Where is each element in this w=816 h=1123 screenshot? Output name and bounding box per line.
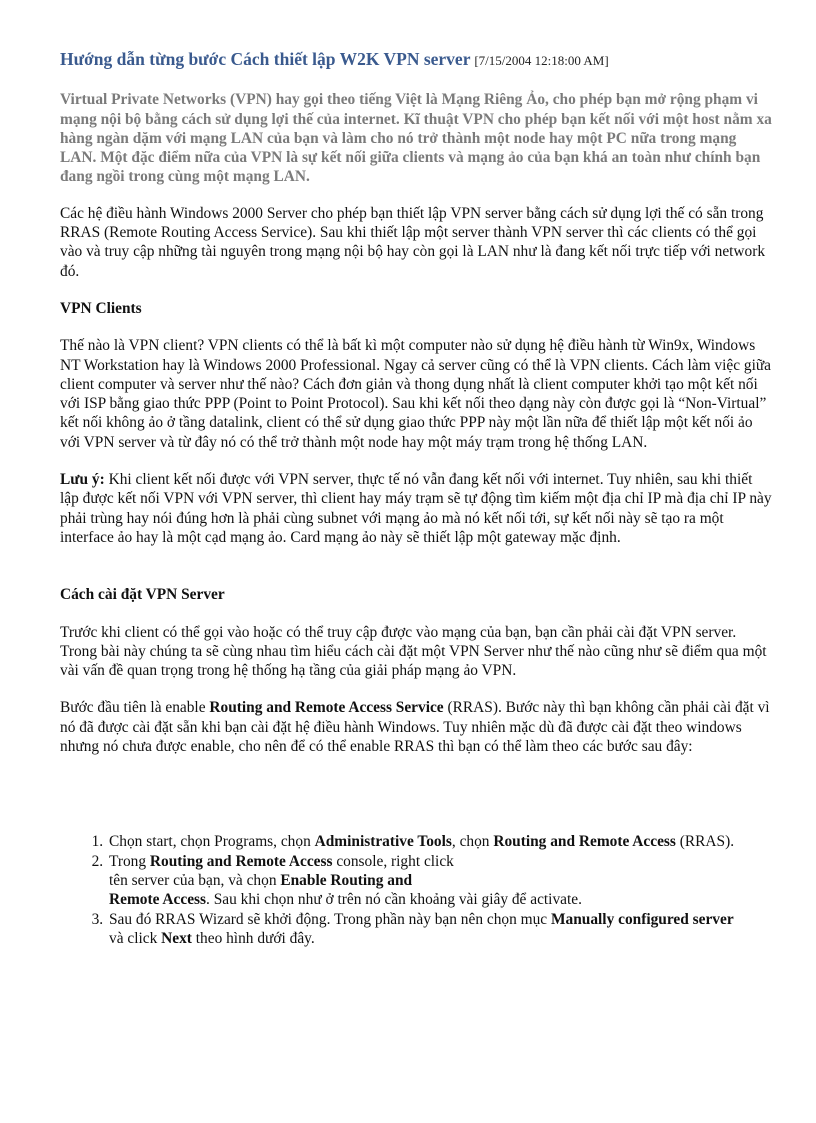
- vpn-clients-paragraph: Thế nào là VPN client? VPN clients có thể là bất kì một computer nào sử dụng hệ điều hành từ Win9x, Windows NT Workstation hay là Windows 2000 Professional. Ngay cả server cũng có thể là VPN clients. Cách làm việc giữa client computer và server như thế nào? Cách đơn giản và thong dụng nhất là client computer khởi tạo một kết nối với ISP bằng giao thức PPP (Point to Point Protocol). Sau khi kết nối theo dạng này còn được gọi là “Non-Virtual” kết nối không ảo ở tầng datalink, client có thể sử dụng giao thức PPP này một lần nữa để thiết lập một kết nối ảo với VPN server và từ đây nó có thể trở thành một node hay một máy trạm trong hệ thống LAN.: [60, 337, 772, 451]
- step-bold: Routing and Remote Access: [493, 833, 676, 851]
- step-bold: Manually configured server: [550, 910, 734, 928]
- note-paragraph: [60, 470, 772, 547]
- step-intro-text-2: (RRAS). Bước này thì bạn không cần phải cài đặt vì nó đã được cài đặt sẵn khi bạn cài đặt hệ điều hành Windows. Tuy nhiên mặc dù đã được cài đặt theo windows nhưng nó chưa được enable, cho nên để có thể enable RRAS thì bạn có thể làm theo các bước sau đây:: [60, 699, 770, 756]
- step-bold: Next: [161, 929, 192, 947]
- list-item: [107, 910, 772, 949]
- list-item: [107, 832, 772, 851]
- step-text: và click: [109, 929, 162, 947]
- section-heading-vpn-clients: VPN Clients: [60, 299, 142, 317]
- article-header: [60, 50, 772, 70]
- step-text: tên server của bạn, và chọn: [109, 871, 281, 889]
- step-intro-text: Bước đầu tiên là enable: [60, 699, 210, 717]
- steps-list: [60, 832, 772, 948]
- spacer: [60, 774, 772, 832]
- step-bold: Enable Routing and: [280, 871, 413, 889]
- step-text: console, right click: [332, 852, 454, 870]
- install-paragraph: Trước khi client có thể gọi vào hoặc có thể truy cập được vào mạng của bạn, bạn cần phải cài đặt VPN server. Trong bài này chúng ta sẽ cùng nhau tìm hiểu cách cài đặt một VPN Server như thế nào cũng như sẽ điểm qua một vài vấn đề quan trọng trong hệ thống hạ tầng của giải pháp mạng ảo VPN.: [60, 623, 767, 680]
- intro-paragraph: Virtual Private Networks (VPN) hay gọi theo tiếng Việt là Mạng Riêng Ảo, cho phép bạn mở rộng phạm vi mạng nội bộ bằng cách sử dụng lợi thế của internet. Kĩ thuật VPN cho phép bạn kết nối với một host nằm xa hàng ngàn dặm với mạng LAN của bạn và làm cho nó trở thành một node hay một PC nữa trong mạng LAN. Một đặc điểm nữa của VPN là sự kết nối giữa clients và mạng ảo của bạn khá an toàn như chính bạn đang ngồi trong cùng một mạng LAN.: [60, 91, 772, 186]
- spacer: [60, 565, 772, 585]
- note-label: Lưu ý:: [60, 471, 105, 489]
- step-bold: Administrative Tools: [314, 833, 452, 851]
- step-text: (RRAS).: [675, 833, 735, 851]
- step-bold: Routing and Remote Access: [149, 852, 333, 870]
- list-item: [107, 852, 772, 910]
- rras-paragraph: Các hệ điều hành Windows 2000 Server cho phép bạn thiết lập VPN server bằng cách sử dụng lợi thế có sẵn trong RRAS (Remote Routing Access Service). Sau khi thiết lập một server thành VPN server thì các clients có thể gọi vào và truy cập những tài nguyên trong mạng nội bộ hay còn gọi là LAN như là đang kết nối trực tiếp với network đó.: [60, 204, 766, 280]
- step-bold: Remote Access: [109, 891, 207, 909]
- note-body: Khi client kết nối được với VPN server, thực tế nó vẫn đang kết nối với internet. Tuy nhiên, sau khi thiết lập được kết nối VPN với VPN server, thì client hay máy trạm sẽ tự động tìm kiếm một địa chỉ IP mà địa chỉ IP này phải trùng hay nói đúng hơn là phải cùng subnet với mạng ảo mà nó kết nối tới, sự kết nối này sẽ tạo ra một interface ảo hay là một cạd mạng ảo. Card mạng ảo này sẽ thiết lập một gateway mặc định.: [60, 471, 772, 546]
- step-intro-paragraph: [60, 698, 772, 756]
- step-text: Sau đó RRAS Wizard sẽ khởi động. Trong phần này bạn nên chọn mục: [109, 910, 551, 928]
- step-text: Trong: [109, 852, 150, 870]
- step-text: . Sau khi chọn như ở trên nó cần khoảng vài giây để activate.: [206, 891, 582, 909]
- document-page: [60, 50, 772, 948]
- step-text: , chọn: [451, 833, 494, 851]
- article-title: Hướng dẫn từng bước Cách thiết lập W2K VPN server: [60, 49, 471, 69]
- step-text: Chọn start, chọn Programs, chọn: [109, 833, 315, 851]
- section-heading-install: Cách cài đặt VPN Server: [60, 586, 225, 604]
- step-intro-bold: Routing and Remote Access Service: [209, 699, 444, 717]
- article-timestamp: [7/15/2004 12:18:00 AM]: [474, 53, 609, 68]
- step-text: theo hình dưới đây.: [191, 929, 315, 947]
